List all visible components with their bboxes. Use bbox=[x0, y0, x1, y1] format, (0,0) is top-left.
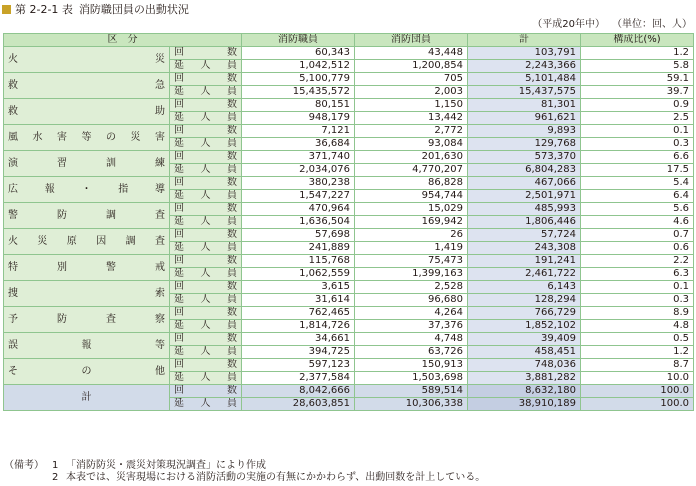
volunteer-value: 93,084 bbox=[355, 138, 468, 151]
total-value: 573,370 bbox=[468, 151, 581, 164]
ratio-value: 1.2 bbox=[581, 346, 694, 359]
table-row bbox=[4, 359, 694, 372]
volunteer-value: 75,473 bbox=[355, 255, 468, 268]
total-value: 458,451 bbox=[468, 346, 581, 359]
total-value: 2,461,722 bbox=[468, 268, 581, 281]
staff-value: 36,684 bbox=[242, 138, 355, 151]
volunteer-value: 150,913 bbox=[355, 359, 468, 372]
table-meta bbox=[532, 19, 692, 31]
staff-value: 60,343 bbox=[242, 47, 355, 60]
header-volunteer: 消防団員 bbox=[355, 34, 468, 47]
dispatch-table bbox=[3, 33, 694, 411]
sub-label: 延人員 bbox=[170, 242, 242, 255]
ratio-value: 5.4 bbox=[581, 177, 694, 190]
sub-label: 延人員 bbox=[170, 268, 242, 281]
ratio-value: 0.3 bbox=[581, 138, 694, 151]
staff-value: 34,661 bbox=[242, 333, 355, 346]
volunteer-value: 2,772 bbox=[355, 125, 468, 138]
volunteer-value: 13,442 bbox=[355, 112, 468, 125]
table-row bbox=[4, 281, 694, 294]
total-value: 6,143 bbox=[468, 281, 581, 294]
ratio-value: 0.6 bbox=[581, 242, 694, 255]
category-label: 演習訓練 bbox=[4, 151, 170, 177]
total-value: 15,437,575 bbox=[468, 86, 581, 99]
ratio-value: 0.7 bbox=[581, 229, 694, 242]
category-label: 火災 bbox=[4, 47, 170, 73]
note-number: 1 bbox=[52, 460, 59, 471]
sub-label: 延人員 bbox=[170, 138, 242, 151]
total-value: 1,852,102 bbox=[468, 320, 581, 333]
ratio-value: 0.3 bbox=[581, 294, 694, 307]
table-row bbox=[4, 229, 694, 242]
staff-value: 394,725 bbox=[242, 346, 355, 359]
total-value: 766,729 bbox=[468, 307, 581, 320]
volunteer-value: 705 bbox=[355, 73, 468, 86]
staff-value: 7,121 bbox=[242, 125, 355, 138]
volunteer-value: 10,306,338 bbox=[355, 398, 468, 411]
volunteer-value: 1,200,854 bbox=[355, 60, 468, 73]
total-value: 2,501,971 bbox=[468, 190, 581, 203]
sub-label: 延人員 bbox=[170, 164, 242, 177]
ratio-value: 0.1 bbox=[581, 125, 694, 138]
volunteer-value: 26 bbox=[355, 229, 468, 242]
volunteer-value: 1,399,163 bbox=[355, 268, 468, 281]
table-row bbox=[4, 47, 694, 60]
total-value: 103,791 bbox=[468, 47, 581, 60]
ratio-value: 17.5 bbox=[581, 164, 694, 177]
staff-value: 5,100,779 bbox=[242, 73, 355, 86]
sub-label: 延人員 bbox=[170, 398, 242, 411]
sub-label: 延人員 bbox=[170, 346, 242, 359]
note-number: 2 bbox=[52, 472, 59, 483]
sub-label: 延人員 bbox=[170, 320, 242, 333]
table-row bbox=[4, 333, 694, 346]
table-row bbox=[4, 73, 694, 86]
header-row bbox=[4, 34, 694, 47]
sub-label: 回数 bbox=[170, 359, 242, 372]
staff-value: 1,547,227 bbox=[242, 190, 355, 203]
year-note: （平成20年中） bbox=[532, 19, 605, 30]
staff-value: 57,698 bbox=[242, 229, 355, 242]
header-staff: 消防職員 bbox=[242, 34, 355, 47]
ratio-value: 6.6 bbox=[581, 151, 694, 164]
header-category: 区 分 bbox=[4, 34, 242, 47]
category-label: 火災原因調査 bbox=[4, 229, 170, 255]
ratio-value: 0.9 bbox=[581, 99, 694, 112]
ratio-value: 1.2 bbox=[581, 47, 694, 60]
sub-label: 回数 bbox=[170, 47, 242, 60]
ratio-value: 4.8 bbox=[581, 320, 694, 333]
sub-label: 延人員 bbox=[170, 216, 242, 229]
category-label: 風水害等の災害 bbox=[4, 125, 170, 151]
table-row bbox=[4, 151, 694, 164]
category-label: 予防査察 bbox=[4, 307, 170, 333]
header-ratio: 構成比(%) bbox=[581, 34, 694, 47]
volunteer-value: 2,003 bbox=[355, 86, 468, 99]
ratio-value: 5.6 bbox=[581, 203, 694, 216]
staff-value: 80,151 bbox=[242, 99, 355, 112]
staff-value: 241,889 bbox=[242, 242, 355, 255]
table-row bbox=[4, 125, 694, 138]
ratio-value: 2.5 bbox=[581, 112, 694, 125]
volunteer-value: 4,264 bbox=[355, 307, 468, 320]
sub-label: 延人員 bbox=[170, 86, 242, 99]
total-value: 5,101,484 bbox=[468, 73, 581, 86]
category-label: 捜索 bbox=[4, 281, 170, 307]
volunteer-value: 1,419 bbox=[355, 242, 468, 255]
ratio-value: 2.2 bbox=[581, 255, 694, 268]
total-value: 39,409 bbox=[468, 333, 581, 346]
total-value: 243,308 bbox=[468, 242, 581, 255]
sub-label: 延人員 bbox=[170, 372, 242, 385]
sub-label: 回数 bbox=[170, 99, 242, 112]
table-caption: 消防職団員の出動状況 bbox=[78, 3, 189, 16]
total-value: 128,294 bbox=[468, 294, 581, 307]
category-label: 救急 bbox=[4, 73, 170, 99]
ratio-value: 0.5 bbox=[581, 333, 694, 346]
volunteer-value: 1,503,698 bbox=[355, 372, 468, 385]
total-value: 748,036 bbox=[468, 359, 581, 372]
volunteer-value: 37,376 bbox=[355, 320, 468, 333]
category-label: 救助 bbox=[4, 99, 170, 125]
staff-value: 8,042,666 bbox=[242, 385, 355, 398]
staff-value: 948,179 bbox=[242, 112, 355, 125]
staff-value: 2,034,076 bbox=[242, 164, 355, 177]
title-square-icon bbox=[2, 5, 11, 14]
staff-value: 28,603,851 bbox=[242, 398, 355, 411]
volunteer-value: 954,744 bbox=[355, 190, 468, 203]
total-value: 485,993 bbox=[468, 203, 581, 216]
volunteer-value: 1,150 bbox=[355, 99, 468, 112]
unit-note: （単位：回、人） bbox=[617, 19, 692, 30]
sub-label: 回数 bbox=[170, 177, 242, 190]
sub-label: 回数 bbox=[170, 385, 242, 398]
total-value: 191,241 bbox=[468, 255, 581, 268]
total-value: 57,724 bbox=[468, 229, 581, 242]
staff-value: 470,964 bbox=[242, 203, 355, 216]
volunteer-value: 63,726 bbox=[355, 346, 468, 359]
total-value: 8,632,180 bbox=[468, 385, 581, 398]
category-label: 計 bbox=[4, 385, 170, 411]
table-row bbox=[4, 255, 694, 268]
total-value: 961,621 bbox=[468, 112, 581, 125]
sub-label: 回数 bbox=[170, 281, 242, 294]
category-label: 特別警戒 bbox=[4, 255, 170, 281]
volunteer-value: 4,770,207 bbox=[355, 164, 468, 177]
note-text: 「消防防災・震災対策現況調査」により作成 bbox=[66, 460, 266, 471]
ratio-value: 100.0 bbox=[581, 385, 694, 398]
table-row bbox=[4, 99, 694, 112]
ratio-value: 39.7 bbox=[581, 86, 694, 99]
staff-value: 2,377,584 bbox=[242, 372, 355, 385]
table-row bbox=[4, 203, 694, 216]
staff-value: 1,636,504 bbox=[242, 216, 355, 229]
ratio-value: 6.3 bbox=[581, 268, 694, 281]
note-text: 本表では、災害現場における消防活動の実施の有無にかかわらず、出動回数を計上している。 bbox=[66, 472, 486, 483]
ratio-value: 100.0 bbox=[581, 398, 694, 411]
staff-value: 380,238 bbox=[242, 177, 355, 190]
ratio-value: 8.7 bbox=[581, 359, 694, 372]
volunteer-value: 86,828 bbox=[355, 177, 468, 190]
total-value: 6,804,283 bbox=[468, 164, 581, 177]
ratio-value: 5.8 bbox=[581, 60, 694, 73]
total-value: 38,910,189 bbox=[468, 398, 581, 411]
ratio-value: 0.1 bbox=[581, 281, 694, 294]
table-row bbox=[4, 177, 694, 190]
ratio-value: 6.4 bbox=[581, 190, 694, 203]
category-label: 警防調査 bbox=[4, 203, 170, 229]
sub-label: 回数 bbox=[170, 333, 242, 346]
volunteer-value: 43,448 bbox=[355, 47, 468, 60]
sub-label: 延人員 bbox=[170, 190, 242, 203]
total-value: 2,243,366 bbox=[468, 60, 581, 73]
ratio-value: 10.0 bbox=[581, 372, 694, 385]
staff-value: 1,814,726 bbox=[242, 320, 355, 333]
sub-label: 延人員 bbox=[170, 112, 242, 125]
sub-label: 延人員 bbox=[170, 294, 242, 307]
staff-value: 115,768 bbox=[242, 255, 355, 268]
sub-label: 回数 bbox=[170, 229, 242, 242]
category-label: 誤報等 bbox=[4, 333, 170, 359]
category-label: その他 bbox=[4, 359, 170, 385]
ratio-value: 59.1 bbox=[581, 73, 694, 86]
notes bbox=[4, 460, 485, 484]
table-row bbox=[4, 307, 694, 320]
staff-value: 1,042,512 bbox=[242, 60, 355, 73]
sub-label: 回数 bbox=[170, 73, 242, 86]
staff-value: 15,435,572 bbox=[242, 86, 355, 99]
total-value: 9,893 bbox=[468, 125, 581, 138]
staff-value: 3,615 bbox=[242, 281, 355, 294]
table-title bbox=[2, 3, 189, 17]
total-value: 467,066 bbox=[468, 177, 581, 190]
category-label: 広報・指導 bbox=[4, 177, 170, 203]
staff-value: 31,614 bbox=[242, 294, 355, 307]
volunteer-value: 4,748 bbox=[355, 333, 468, 346]
sub-label: 回数 bbox=[170, 307, 242, 320]
volunteer-value: 96,680 bbox=[355, 294, 468, 307]
sub-label: 回数 bbox=[170, 125, 242, 138]
total-value: 1,806,446 bbox=[468, 216, 581, 229]
total-value: 129,768 bbox=[468, 138, 581, 151]
table-body bbox=[4, 47, 694, 411]
sub-label: 回数 bbox=[170, 203, 242, 216]
staff-value: 597,123 bbox=[242, 359, 355, 372]
volunteer-value: 589,514 bbox=[355, 385, 468, 398]
staff-value: 762,465 bbox=[242, 307, 355, 320]
volunteer-value: 2,528 bbox=[355, 281, 468, 294]
staff-value: 1,062,559 bbox=[242, 268, 355, 281]
sub-label: 回数 bbox=[170, 255, 242, 268]
total-row bbox=[4, 385, 694, 398]
volunteer-value: 201,630 bbox=[355, 151, 468, 164]
volunteer-value: 169,942 bbox=[355, 216, 468, 229]
notes-label: （備考） bbox=[4, 460, 44, 471]
total-value: 3,881,282 bbox=[468, 372, 581, 385]
sub-label: 延人員 bbox=[170, 60, 242, 73]
table-number: 第 2-2-1 表 bbox=[15, 3, 73, 16]
header-total: 計 bbox=[468, 34, 581, 47]
sub-label: 回数 bbox=[170, 151, 242, 164]
total-value: 81,301 bbox=[468, 99, 581, 112]
ratio-value: 4.6 bbox=[581, 216, 694, 229]
ratio-value: 8.9 bbox=[581, 307, 694, 320]
staff-value: 371,740 bbox=[242, 151, 355, 164]
volunteer-value: 15,029 bbox=[355, 203, 468, 216]
